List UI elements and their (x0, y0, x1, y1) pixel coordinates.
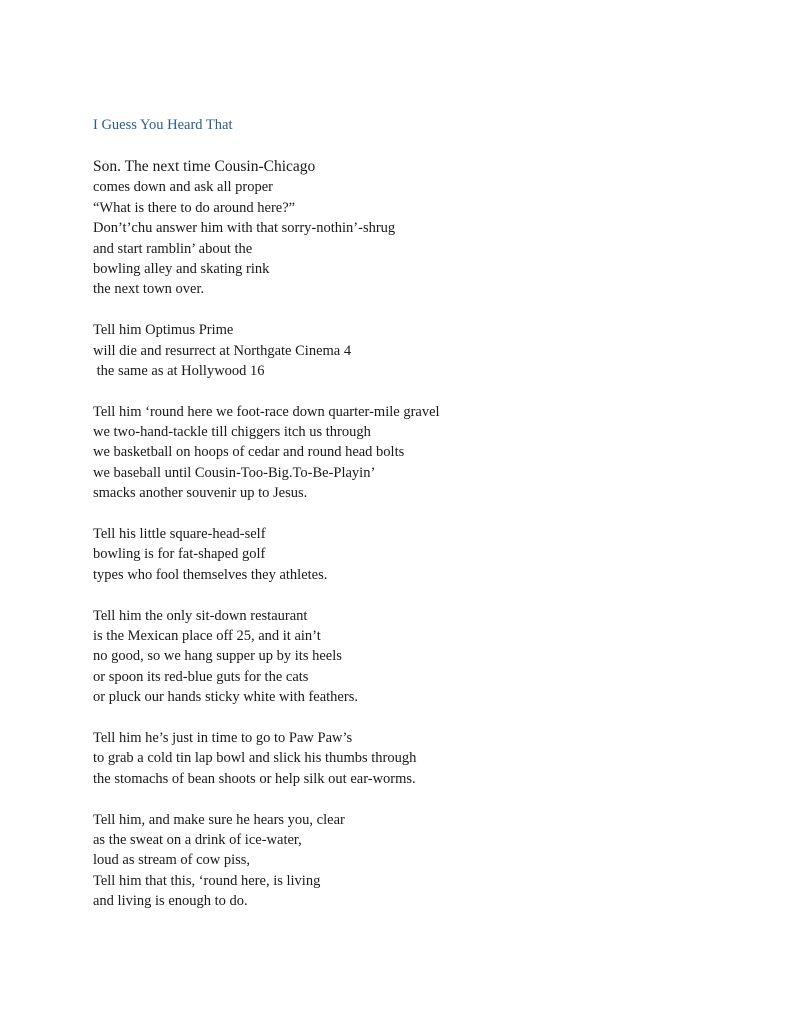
poem-line: the same as at Hollywood 16 (93, 362, 265, 379)
poem-line: bowling alley and skating rink (93, 260, 270, 277)
poem-line: Son. The next time Cousin-Chicago (93, 158, 316, 175)
poem-line: types who fool themselves they athletes. (93, 566, 328, 583)
poem-line: and living is enough to do. (93, 893, 248, 910)
stanza-break (93, 300, 753, 320)
poem-line: smacks another souvenir up to Jesus. (93, 485, 308, 502)
poem-line: loud as stream of cow piss, (93, 852, 251, 869)
stanza-5 (93, 606, 753, 708)
poem-line: or pluck our hands sticky white with feathers. (93, 689, 358, 706)
poem-body (93, 157, 753, 911)
poem-line: Tell him the only sit-down restaurant (93, 607, 308, 624)
poem-line: bowling is for fat-shaped golf (93, 546, 266, 563)
stanza-break (93, 585, 753, 605)
poem-line: and start ramblin’ about the (93, 240, 253, 257)
poem-line: no good, so we hang supper up by its heels (93, 648, 342, 665)
stanza-break (93, 708, 753, 728)
stanza-4 (93, 524, 753, 585)
stanza-1 (93, 157, 753, 300)
poem-line: will die and resurrect at Northgate Cinema 4 (93, 342, 352, 359)
stanza-break (93, 789, 753, 809)
poem-line: we two-hand-tackle till chiggers itch us through (93, 424, 371, 441)
poem-title: I Guess You Heard That (93, 117, 233, 133)
stanza-7 (93, 810, 753, 912)
poem-line: is the Mexican place off 25, and it ain’t (93, 627, 321, 644)
poem-line: Tell him, and make sure he hears you, clear (93, 811, 345, 828)
stanza-2 (93, 320, 753, 381)
poem-line: comes down and ask all proper (93, 179, 273, 196)
stanza-3 (93, 402, 753, 504)
poem-line: Tell him ‘round here we foot-race down quarter-mile gravel (93, 403, 440, 420)
poem-line: we baseball until Cousin-Too-Big.To-Be-Playin’ (93, 464, 376, 481)
stanza-6 (93, 728, 753, 789)
poem-line: the stomachs of bean shoots or help silk out ear-worms. (93, 770, 416, 787)
poem-line: to grab a cold tin lap bowl and slick his thumbs through (93, 750, 417, 767)
stanza-break (93, 381, 753, 401)
poem-line: as the sweat on a drink of ice-water, (93, 831, 302, 848)
poem-line: or spoon its red-blue guts for the cats (93, 668, 309, 685)
poem-line: Tell him he’s just in time to go to Paw Paw’s (93, 729, 353, 746)
poem-line: Tell him that this, ‘round here, is living (93, 872, 321, 889)
stanza-break (93, 504, 753, 524)
poem-line: Tell him Optimus Prime (93, 322, 234, 339)
poem-line: the next town over. (93, 281, 205, 298)
poem-line: Tell his little square-head-self (93, 526, 266, 543)
poem-line: “What is there to do around here?” (93, 199, 296, 216)
poem-line: Don’t’chu answer him with that sorry-nothin’-shrug (93, 220, 396, 237)
poem-line: we basketball on hoops of cedar and round head bolts (93, 444, 405, 461)
